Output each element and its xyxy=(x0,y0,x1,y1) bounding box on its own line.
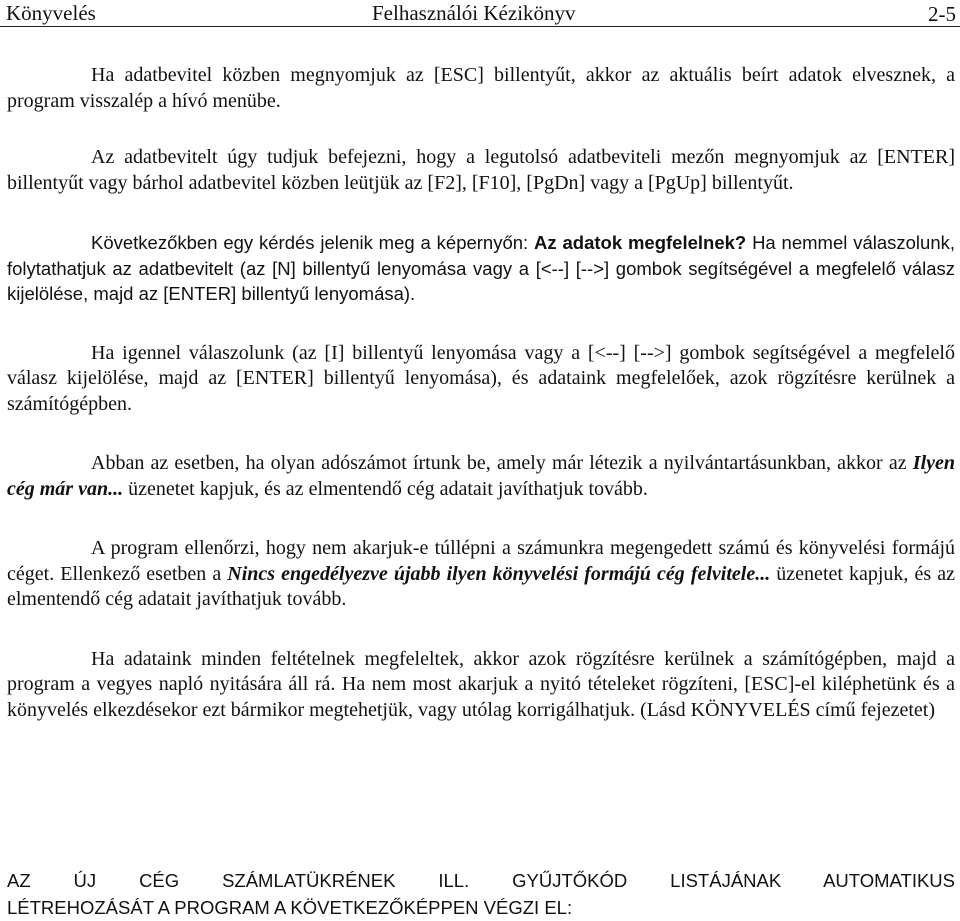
existing-company-message: Ilyen cég már van... xyxy=(7,452,955,500)
paragraph-existing-tax-number xyxy=(7,451,955,502)
limit-rest: üzenetet kapjuk, és az elmentendő cég adatait javíthatjuk tovább. xyxy=(7,562,955,610)
question-text: Az adatok megfelelnek? xyxy=(534,232,747,253)
section-heading-line-2: LÉTREHOZÁSÁT A PROGRAM A KÖVETKEZŐKÉPPEN VÉGZI EL: xyxy=(7,897,573,918)
header-section-title: Könyvelés xyxy=(6,1,96,25)
page-header xyxy=(0,0,960,27)
paragraph-company-limit xyxy=(7,536,955,613)
page-number: 2-5 xyxy=(928,2,956,26)
section-heading-line-1: AZ ÚJ CÉG SZÁMLATÜKRÉNEK ILL. GYŰJTŐKÓD LISTÁJÁNAK AUTOMATIKUS xyxy=(7,870,955,891)
tax-number-rest: üzenetet kapjuk, és az elmentendő cég adatait javíthatjuk tovább. xyxy=(123,477,648,500)
limit-message: Nincs engedélyezve újabb ilyen könyvelési formájú cég felvitele... xyxy=(227,562,771,585)
paragraph-esc: Ha adatbevitel közben megnyomjuk az [ESC] billentyűt, akkor az aktuális beírt adatok elvesznek, a program visszalép a hívó menübe. xyxy=(7,64,955,112)
header-manual-title: Felhasználói Kézikönyv xyxy=(372,1,576,25)
paragraph-save-and-journal: Ha adataink minden feltételnek megfeleltek, akkor azok rögzítésre kerülnek a számítógépben, majd a program a vegyes napló nyitására áll rá. Ha nem most akarjuk a nyitó tételeket rögzíteni, [ESC]-el kiléphetünk és a könyvelés elkezdésekor ezt bármikor megtehetjük, vagy utólag korrigálhatjuk. (Lásd KÖNYVELÉS című fejezetet) xyxy=(7,647,955,721)
limit-intro: A program ellenőrzi, hogy nem akarjuk-e túllépni a számunkra megengedett számú és könyvelési formájú céget. Ellenkező esetben a xyxy=(7,537,955,585)
question-intro: Következőkben egy kérdés jelenik meg a képernyőn: xyxy=(91,232,535,253)
paragraph-finish-input: Az adatbevitelt úgy tudjuk befejezni, hogy a legutolsó adatbeviteli mezőn megnyomjuk az [ENTER] billentyűt vagy bárhol adatbevitel közben leütjük az [F2], [F10], [PgDn] vagy a [PgUp] billentyűt. xyxy=(7,146,955,194)
section-heading xyxy=(7,867,955,921)
paragraph-confirm-question xyxy=(7,230,955,307)
tax-number-intro: Abban az esetben, ha olyan adószámot írtunk be, amely már létezik a nyilvántartásunkban, akkor az xyxy=(91,452,913,474)
document-body xyxy=(7,63,955,757)
question-rest: Ha nemmel válaszolunk, folytathatjuk az adatbevitelt (az [N] billentyű lenyomása vagy a [<--] [-->] gombok segítségével a megfelelő válasz kijelölése, majd az [ENTER] billentyű lenyomása). xyxy=(7,232,956,304)
paragraph-yes-answer: Ha igennel válaszolunk (az [I] billentyű lenyomása vagy a [<--] [-->] gombok segítségével a megfelelő válasz kijelölése, majd az [ENTER] billentyű lenyomása), és adataink megfelelőek, azok rögzítésre kerülnek a számítógépben. xyxy=(7,341,955,415)
